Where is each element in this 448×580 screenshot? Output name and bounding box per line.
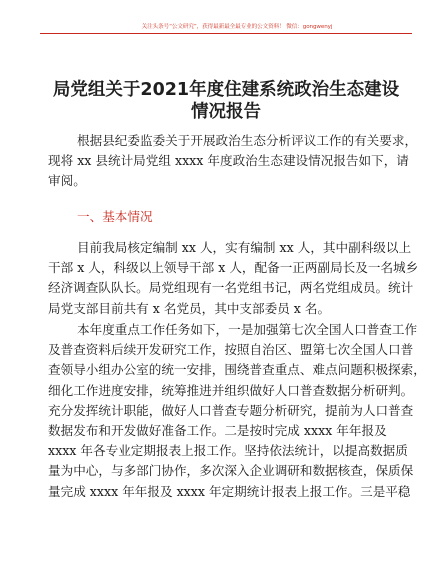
paragraph-line: 本年度重点工作任务如下，一是加强第七次全国人口普查工作 — [77, 322, 418, 337]
header-banner: 关注头条号“公文研究”，获得最新最全最专业的公文资料！ 微信：gongwenyj — [141, 24, 333, 30]
paragraph-line: 及普查资料后续开发研究工作，按照自治区、盟第七次全国人口普 — [48, 342, 414, 358]
paragraph-line: xxxx 年各专业定期报表上报工作。坚持依法统计，以提高数据质 — [48, 443, 408, 459]
intro-line: 现将 xx 县统计局党组 xxxx 年度政治生态建设情况报告如下，请 — [48, 153, 409, 169]
paragraph-line: 量为中心，与多部门协作，多次深入企业调研和数据核查，保质保 — [48, 463, 414, 479]
paragraph-line: 干部 x 人，科级以上领导干部 x 人，配备一正两副局长及一名城乡 — [48, 260, 419, 276]
tasks-paragraph — [48, 320, 427, 502]
intro-line: 审阅。 — [48, 173, 86, 189]
document-title-line-2: 情况报告 — [191, 102, 261, 122]
paragraph-line: 查领导小组办公室的统一安排，围绕普查重点、难点问题积极探索， — [48, 362, 426, 378]
section-heading-basic: 一、基本情况 — [77, 209, 153, 224]
intro-paragraph — [48, 131, 427, 192]
paragraph-line: 局党支部目前共有 x 名党员，其中支部委员 x 名。 — [48, 300, 331, 316]
staffing-paragraph — [48, 238, 427, 319]
document-title-line-1: 局党组关于2021年度住建系统政治生态建设 — [52, 80, 400, 100]
intro-line: 根据县纪委监委关于开展政治生态分析评议工作的有关要求， — [77, 133, 418, 148]
header-divider — [40, 33, 412, 34]
paragraph-line: 数据发布和开发做好准备工作。二是按时完成 xxxx 年年报及 — [48, 423, 387, 439]
paragraph-line: 经济调查队队长。局党组现有一名党组书记，两名党组成员。统计 — [48, 280, 414, 296]
paragraph-line: 充分发挥统计职能，做好人口普查专题分析研究，提前为人口普查 — [48, 402, 414, 418]
paragraph-line: 细化工作进度安排，统筹推进并组织做好人口普查数据分析研判。 — [48, 382, 414, 398]
paragraph-line: 量完成 xxxx 年年报及 xxxx 年定期统计报表上报工作。三是平稳 — [48, 483, 411, 499]
paragraph-line: 目前我局核定编制 xx 人，实有编制 xx 人，其中副科级以上 — [77, 240, 412, 255]
